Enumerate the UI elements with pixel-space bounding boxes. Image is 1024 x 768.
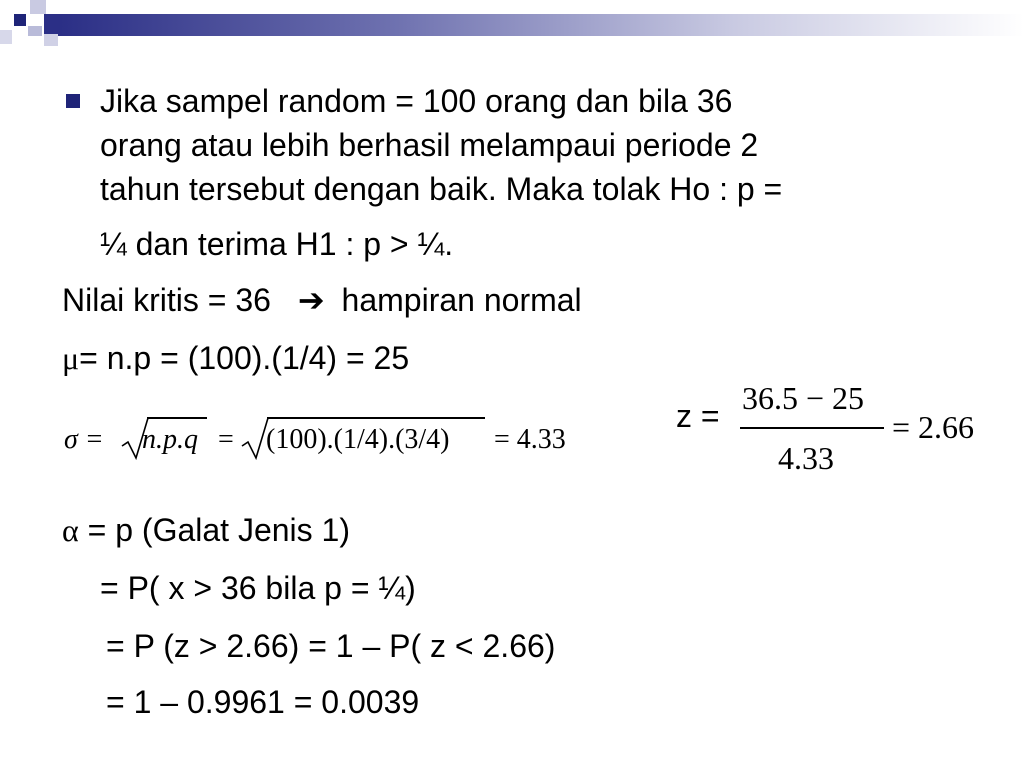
- z-fraction-bar: [740, 427, 884, 429]
- alpha-symbol: α: [62, 512, 79, 548]
- z-lhs: z =: [676, 398, 720, 434]
- mu-symbol: μ: [62, 340, 80, 376]
- sqrt-bar-1: [147, 417, 207, 419]
- title-decoration: [0, 0, 1024, 48]
- critical-value-text: Nilai kritis = 36: [62, 282, 271, 318]
- title-gradient-bar: [60, 14, 1024, 36]
- bullet-line-3: tahun tersebut dengan baik. Maka tolak Ho : p =: [100, 171, 783, 207]
- z-numerator: 36.5 − 25: [742, 380, 865, 416]
- alpha-line-1: [62, 506, 350, 554]
- decor-square: [14, 14, 26, 26]
- normal-approx-text: hampiran normal: [341, 282, 582, 318]
- sqrt-bar-2: [267, 417, 485, 419]
- decor-square: [30, 0, 46, 14]
- arrow-right-icon: ➔: [297, 282, 325, 318]
- decor-square: [0, 30, 12, 44]
- bullet-marker: [66, 94, 80, 108]
- sigma-equals: =: [218, 424, 234, 455]
- radicand-1: n.p.q: [142, 424, 198, 455]
- decor-square: [44, 14, 60, 36]
- bullet-line-1: Jika sampel random = 100 orang dan bila 36: [100, 83, 733, 119]
- alpha-line-1-text: = p (Galat Jenis 1): [87, 512, 350, 548]
- mu-line: [62, 334, 409, 382]
- alpha-line-3: = P (z > 2.66) = 1 – P( z < 2.66): [106, 628, 556, 664]
- decor-square: [28, 26, 42, 36]
- bullet-line-2: orang atau lebih berhasil melampaui periode 2: [100, 127, 759, 163]
- mu-text: = n.p = (100).(1/4) = 25: [79, 340, 410, 376]
- sigma-result: = 4.33: [494, 424, 566, 455]
- critical-value-line: [62, 276, 582, 324]
- z-denominator: 4.33: [778, 440, 834, 476]
- alpha-line-4: = 1 – 0.9961 = 0.0039: [106, 684, 420, 720]
- radicand-2: (100).(1/4).(3/4): [266, 424, 450, 455]
- sigma-lhs: σ =: [64, 424, 104, 455]
- z-result: = 2.66: [892, 409, 975, 445]
- bullet-line-4: ¼ dan terima H1 : p > ¼.: [100, 226, 454, 262]
- alpha-line-2: = P( x > 36 bila p = ¼): [100, 570, 416, 606]
- decor-square: [44, 34, 58, 46]
